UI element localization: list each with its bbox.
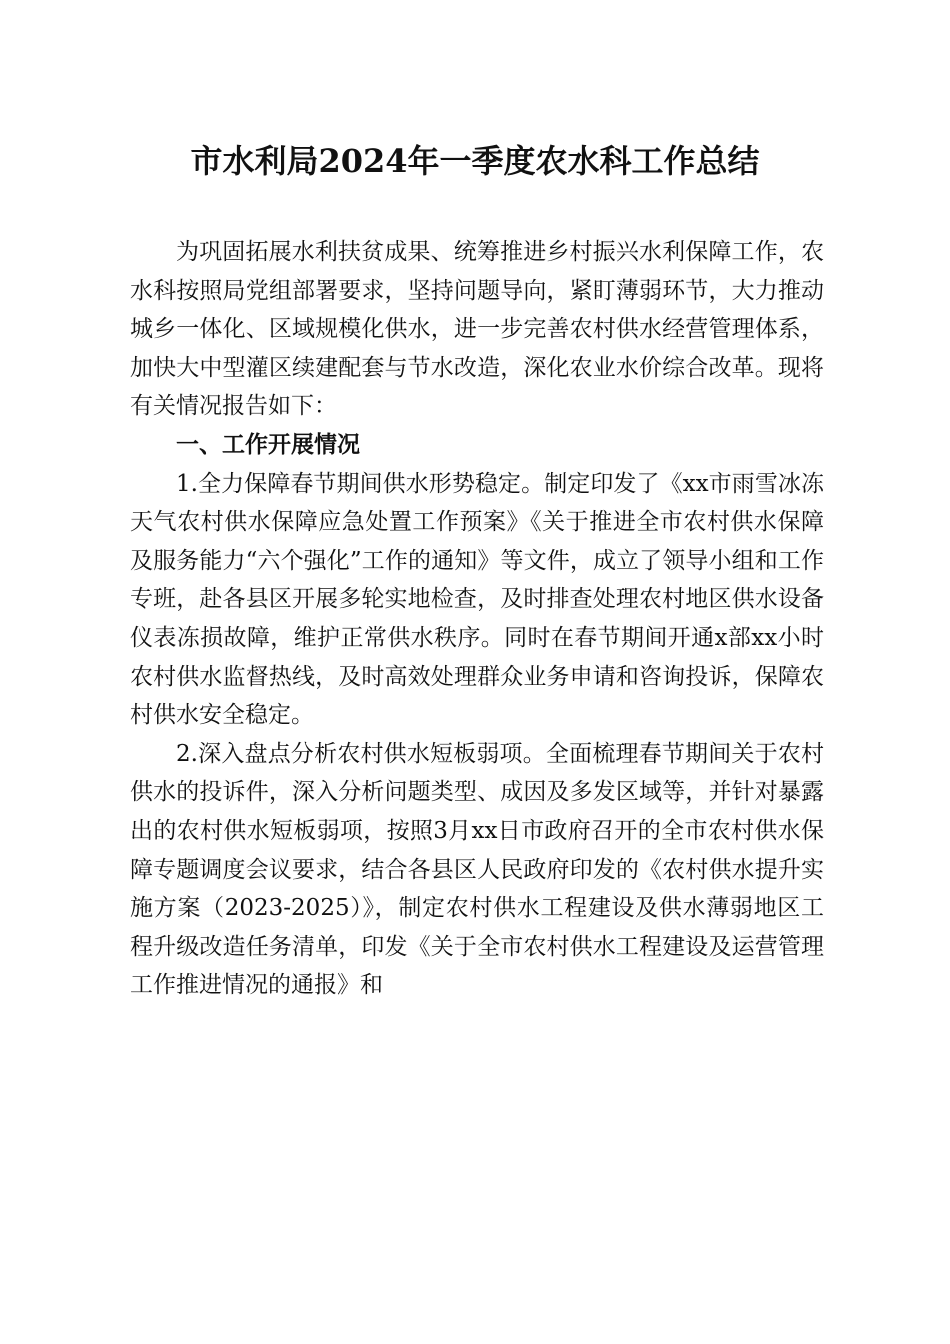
document-title: 市水利局2024年一季度农水科工作总结 [190, 142, 760, 180]
intro-paragraph: 为巩固拓展水利扶贫成果、统筹推进乡村振兴水利保障工作，农水科按照局党组部署要求，坚持问题导向，紧盯薄弱环节，大力推动城乡一体化、区域规模化供水，进一步完善农村供水经营管理体系，加快大中型灌区续建配套与节水改造，深化农业水价综合改革。现将有关情况报告如下： [130, 239, 824, 420]
document-body [130, 233, 824, 1005]
item-2-paragraph: 2.深入盘点分析农村供水短板弱项。全面梳理春节期间关于农村供水的投诉件，深入分析问题类型、成因及多发区域等，并针对暴露出的农村供水短板弱项，按照3月xx日市政府召开的全市农村供水保障专题调度会议要求，结合各县区人民政府印发的《农村供水提升实施方案（2023-2025）》，制定农村供水工程建设及供水薄弱地区工程升级改造任务清单，印发《关于全市农村供水工程建设及运营管理工作推进情况的通报》和 [130, 740, 824, 999]
section-heading: 一、工作开展情况 [176, 431, 360, 458]
item-1-paragraph: 1.全力保障春节期间供水形势稳定。制定印发了《xx市雨雪冰冻天气农村供水保障应急处置工作预案》《关于推进全市农村供水保障及服务能力“六个强化”工作的通知》等文件，成立了领导小组和工作专班，赴各县区开展多轮实地检查，及时排查处理农村地区供水设备仪表冻损故障，维护正常供水秩序。同时在春节期间开通x部xx小时农村供水监督热线，及时高效处理群众业务申请和咨询投诉，保障农村供水安全稳定。 [130, 470, 824, 729]
